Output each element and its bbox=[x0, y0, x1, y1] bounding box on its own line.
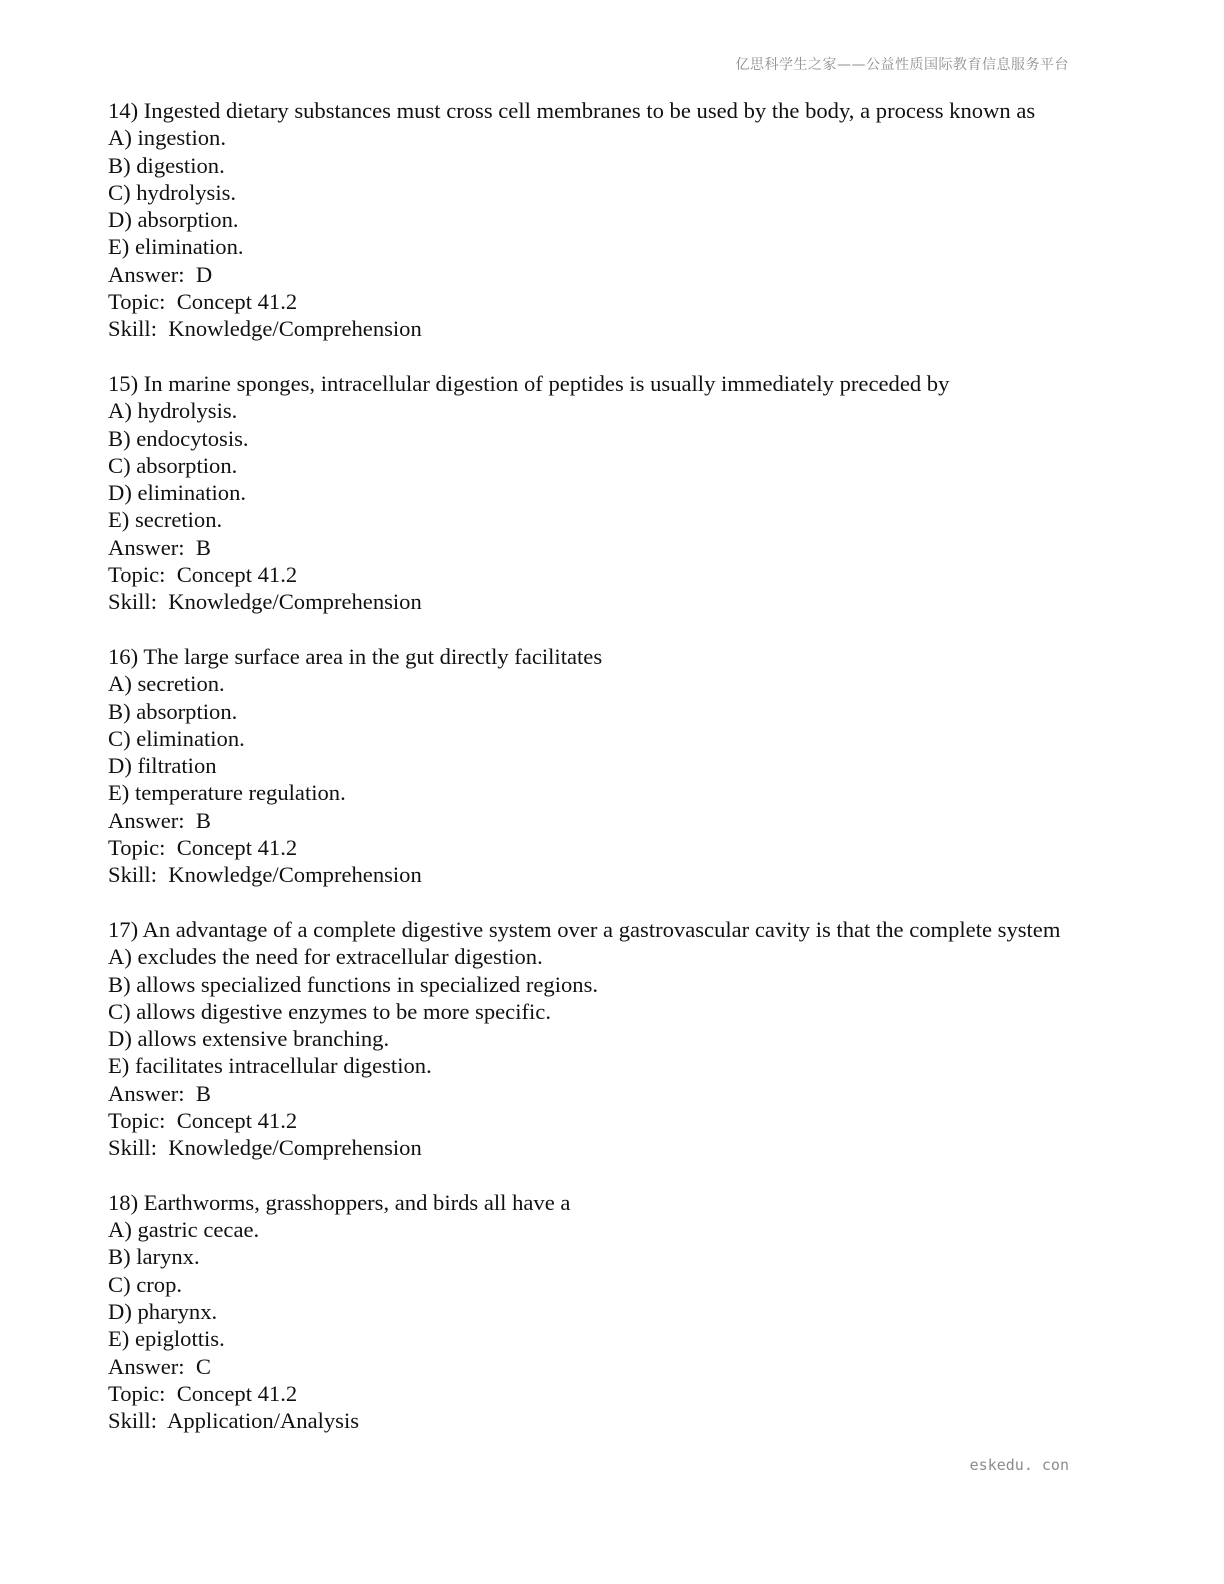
page-header-watermark: 亿思科学生之家——公益性质国际教育信息服务平台 bbox=[735, 57, 1069, 73]
answer-line: Answer: B bbox=[108, 534, 211, 560]
topic-line: Topic: Concept 41.2 bbox=[108, 835, 298, 861]
option-d: D) allows extensive branching. bbox=[108, 1026, 390, 1052]
question-14 bbox=[108, 97, 1108, 343]
answer-line: Answer: B bbox=[108, 807, 211, 833]
option-c: C) allows digestive enzymes to be more specific. bbox=[108, 998, 551, 1024]
option-a: A) ingestion. bbox=[108, 125, 226, 151]
option-d: D) pharynx. bbox=[108, 1299, 218, 1325]
question-stem: 17) An advantage of a complete digestive system over a gastrovascular cavity is that the complete system bbox=[108, 916, 1061, 942]
question-16 bbox=[108, 643, 1108, 889]
question-17 bbox=[108, 916, 1108, 1162]
option-d: D) absorption. bbox=[108, 207, 239, 233]
question-stem: 14) Ingested dietary substances must cross cell membranes to be used by the body, a process known as bbox=[108, 98, 1036, 123]
option-a: A) excludes the need for extracellular digestion. bbox=[108, 944, 543, 970]
skill-line: Skill: Knowledge/Comprehension bbox=[108, 862, 422, 888]
option-b: B) endocytosis. bbox=[108, 425, 249, 451]
topic-line: Topic: Concept 41.2 bbox=[108, 289, 298, 315]
topic-line: Topic: Concept 41.2 bbox=[108, 1380, 298, 1406]
option-a: A) secretion. bbox=[108, 671, 225, 697]
option-e: E) temperature regulation. bbox=[108, 780, 346, 806]
option-e: E) secretion. bbox=[108, 507, 223, 533]
option-b: B) digestion. bbox=[108, 152, 225, 178]
option-e: E) elimination. bbox=[108, 234, 244, 260]
question-15 bbox=[108, 370, 1108, 616]
option-d: D) filtration bbox=[108, 753, 217, 779]
option-c: C) crop. bbox=[108, 1271, 183, 1297]
topic-line: Topic: Concept 41.2 bbox=[108, 562, 298, 588]
question-18 bbox=[108, 1189, 1108, 1435]
option-e: E) epiglottis. bbox=[108, 1326, 225, 1352]
question-stem: 15) In marine sponges, intracellular digestion of peptides is usually immediately preceded by bbox=[108, 370, 950, 396]
question-stem: 18) Earthworms, grasshoppers, and birds all have a bbox=[108, 1189, 571, 1215]
answer-line: Answer: D bbox=[108, 261, 213, 287]
option-a: A) hydrolysis. bbox=[108, 398, 238, 424]
page-footer-watermark: eskedu. con bbox=[969, 1456, 1069, 1474]
option-c: C) elimination. bbox=[108, 725, 245, 751]
option-c: C) absorption. bbox=[108, 452, 238, 478]
topic-line: Topic: Concept 41.2 bbox=[108, 1107, 298, 1133]
question-stem: 16) The large surface area in the gut directly facilitates bbox=[108, 643, 603, 669]
skill-line: Skill: Knowledge/Comprehension bbox=[108, 1135, 422, 1161]
option-c: C) hydrolysis. bbox=[108, 179, 237, 205]
option-b: B) larynx. bbox=[108, 1244, 200, 1270]
question-list bbox=[108, 97, 1108, 1462]
skill-line: Skill: Application/Analysis bbox=[108, 1408, 360, 1434]
answer-line: Answer: B bbox=[108, 1080, 211, 1106]
skill-line: Skill: Knowledge/Comprehension bbox=[108, 589, 422, 615]
answer-line: Answer: C bbox=[108, 1353, 211, 1379]
option-b: B) absorption. bbox=[108, 698, 238, 724]
option-e: E) facilitates intracellular digestion. bbox=[108, 1053, 432, 1079]
option-d: D) elimination. bbox=[108, 480, 247, 506]
option-a: A) gastric cecae. bbox=[108, 1217, 260, 1243]
option-b: B) allows specialized functions in specialized regions. bbox=[108, 971, 599, 997]
skill-line: Skill: Knowledge/Comprehension bbox=[108, 316, 422, 342]
